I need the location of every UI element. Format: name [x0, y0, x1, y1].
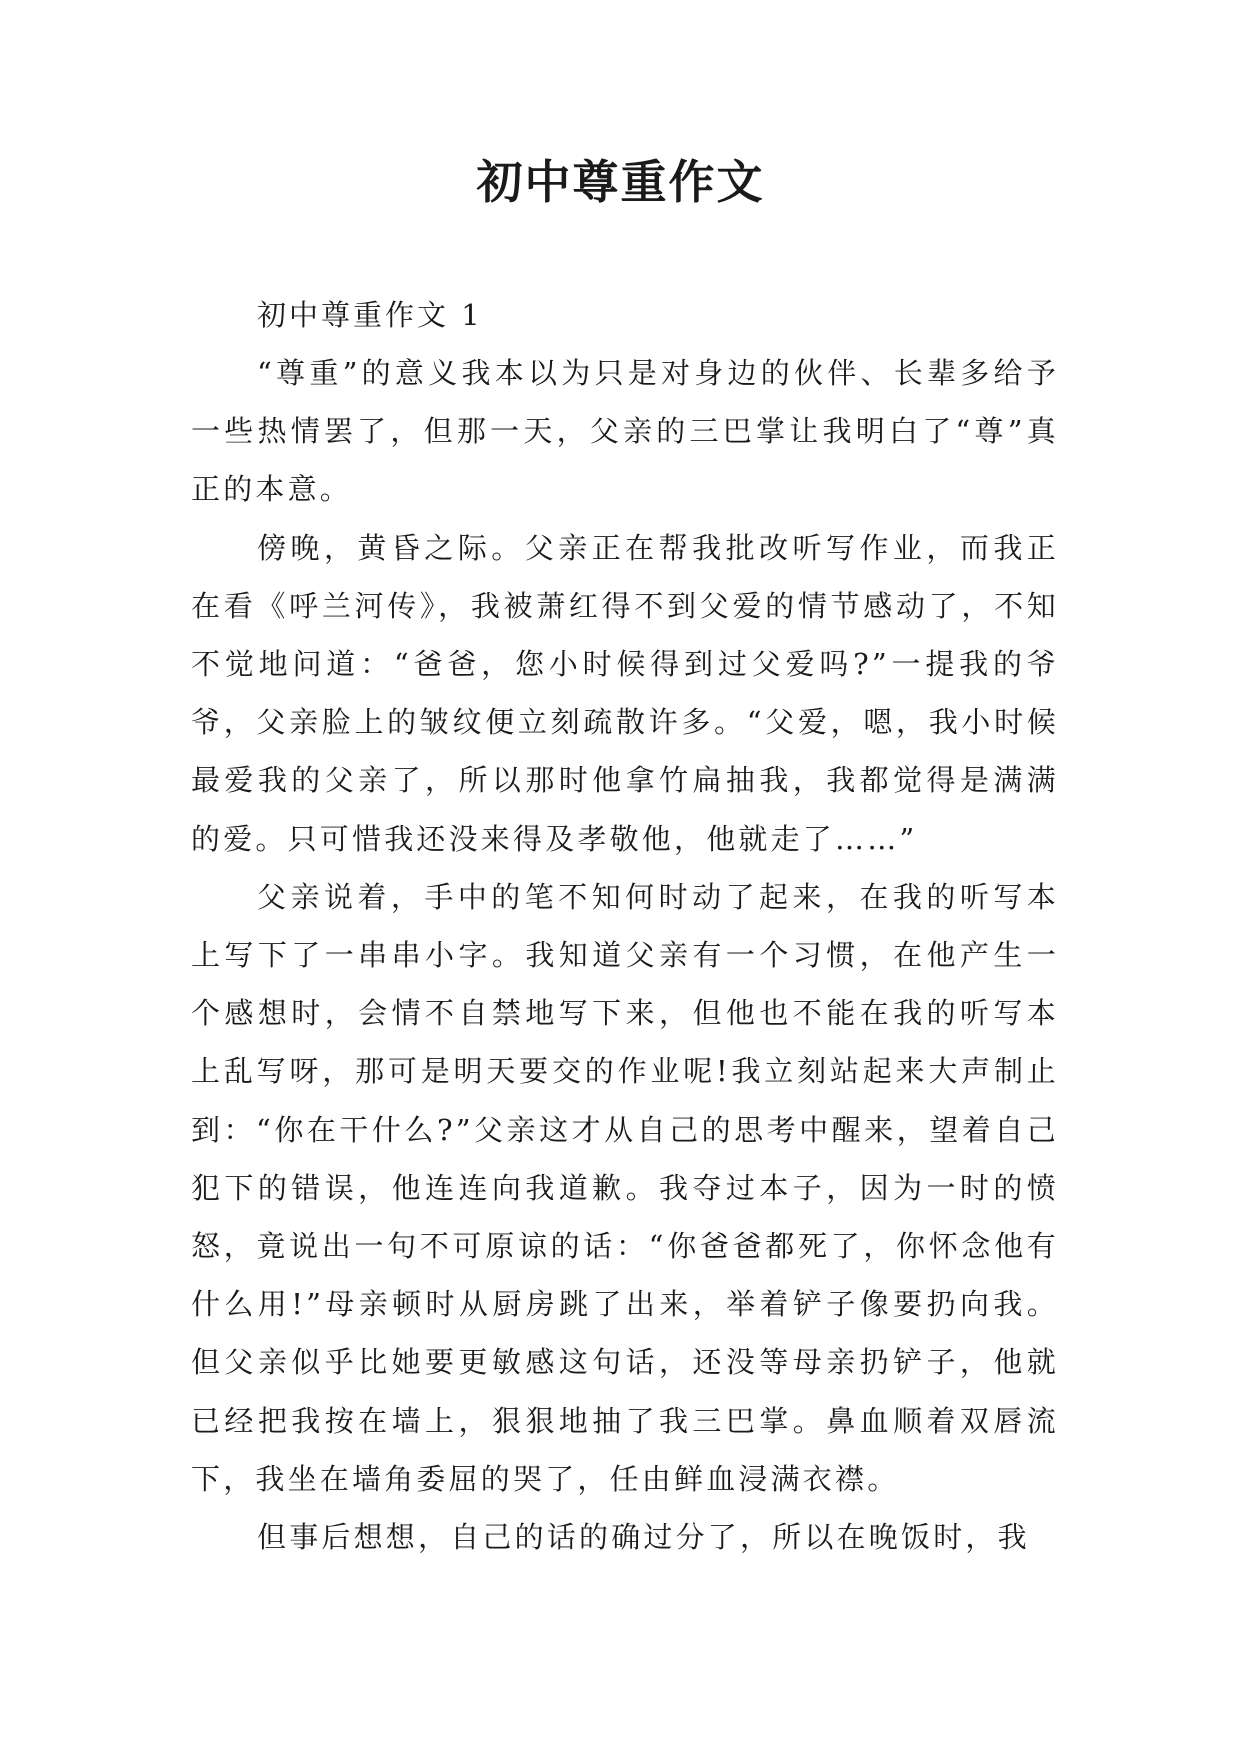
paragraph-1: “尊重”的意义我本以为只是对身边的伙伴、长辈多给予一些热情罢了，但那一天，父亲的三巴掌让我明白了“尊”真正的本意。 [191, 356, 1059, 507]
document-body [191, 286, 1059, 1566]
paragraph-4: 但事后想想，自己的话的确过分了，所以在晚饭时，我 [257, 1520, 1030, 1555]
paragraph-3: 父亲说着，手中的笔不知何时动了起来，在我的听写本上写下了一串串小字。我知道父亲有一个习惯，在他产生一个感想时，会情不自禁地写下来，但他也不能在我的听写本上乱写呀，那可是明天要交的作业呢!我立刻站起来大声制止到：“你在干什么?”父亲这才从自己的思考中醒来，望着自己犯下的错误，他连连向我道歉。我夺过本子，因为一时的愤怒，竟说出一句不可原谅的话：“你爸爸都死了，你怀念他有什么用!”母亲顿时从厨房跳了出来，举着铲子像要扔向我。但父亲似乎比她要更敏感这句话，还没等母亲扔铲子，他就已经把我按在墙上，狠狠地抽了我三巴掌。鼻血顺着双唇流下，我坐在墙角委屈的哭了，任由鲜血浸满衣襟。 [191, 879, 1059, 1496]
paragraph-2: 傍晚，黄昏之际。父亲正在帮我批改听写作业，而我正在看《呼兰河传》，我被萧红得不到父爱的情节感动了，不知不觉地问道：“爸爸，您小时候得到过父爱吗?”一提我的爷爷，父亲脸上的皱纹便立刻疏散许多。“父爱，嗯，我小时候最爱我的父亲了，所以那时他拿竹扁抽我，我都觉得是满满的爱。只可惜我还没来得及孝敬他，他就走了……” [191, 530, 1059, 856]
section-heading: 初中尊重作文 1 [257, 298, 483, 332]
document-title: 初中尊重作文 [476, 155, 765, 209]
